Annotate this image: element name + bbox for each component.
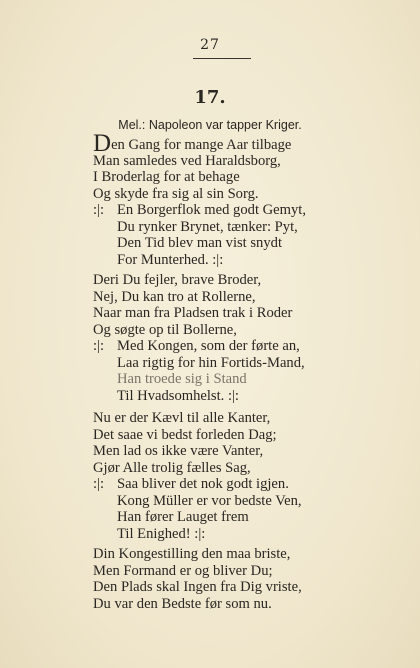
poem-line-text: Nej, Du kan tro at Rollerne, bbox=[93, 288, 256, 305]
poem-line-text: Kong Müller er vor bedste Ven, bbox=[117, 492, 302, 509]
poem-line-text: I Broderlag for at behage bbox=[93, 169, 240, 185]
poem-line-text: Til Enighed! :|: bbox=[117, 525, 206, 542]
poem-line bbox=[93, 289, 305, 306]
poem-line-text: Laa rigtig for hin Fortids-Mand, bbox=[117, 354, 305, 371]
repeat-marker: :|: bbox=[93, 476, 105, 492]
poem-line bbox=[93, 338, 305, 355]
poem-line bbox=[93, 252, 306, 269]
poem-line bbox=[93, 509, 302, 526]
drop-cap: D bbox=[93, 130, 112, 157]
poem-line bbox=[93, 169, 306, 186]
poem-line-text: en Gang for mange Aar tilbage bbox=[111, 137, 292, 153]
poem-line-text: Du rynker Brynet, tænker: Pyt, bbox=[117, 218, 298, 235]
melody-note: Mel.: Napoleon var tapper Kriger. bbox=[118, 118, 302, 132]
poem-line bbox=[93, 322, 305, 339]
poem-line-text: En Borgerflok med godt Gemyt, bbox=[117, 202, 307, 218]
poem-line-text: Det saae vi bedst forleden Dag; bbox=[93, 426, 277, 443]
poem-line-text: Din Kongestilling den maa briste, bbox=[93, 546, 291, 562]
poem-line bbox=[93, 460, 302, 477]
poem-line-text: Deri Du fejler, brave Broder, bbox=[93, 272, 262, 288]
poem-line-text: Nu er der Kævl til alle Kanter, bbox=[93, 410, 271, 426]
stanza bbox=[93, 546, 302, 612]
poem-line-text: Gjør Alle trolig fælles Sag, bbox=[93, 459, 251, 476]
poem-line bbox=[93, 596, 302, 613]
poem-line bbox=[93, 305, 305, 322]
poem-line-text: Den Tid blev man vist snydt bbox=[117, 235, 283, 251]
poem-line bbox=[93, 153, 306, 170]
poem-line bbox=[93, 130, 306, 157]
poem-number: 17. bbox=[194, 87, 226, 108]
poem-line bbox=[93, 563, 302, 580]
poem-line bbox=[93, 443, 302, 460]
poem-line bbox=[93, 355, 305, 372]
poem-line-text: Du var den Bedste før som nu. bbox=[93, 595, 272, 612]
poem-line-text: Man samledes ved Haraldsborg, bbox=[93, 152, 281, 169]
poem-line-text: Men lad os ikke være Vanter, bbox=[93, 443, 264, 459]
poem-line bbox=[93, 186, 306, 203]
poem-line-text: Den Plads skal Ingen fra Dig vriste, bbox=[93, 579, 302, 595]
poem-line bbox=[93, 410, 302, 427]
poem-line bbox=[93, 202, 306, 219]
poem-line bbox=[93, 476, 302, 493]
stanza bbox=[93, 410, 302, 542]
poem-line-text: Han fører Lauget frem bbox=[117, 509, 249, 525]
poem-line bbox=[93, 219, 306, 236]
poem-line bbox=[93, 272, 305, 289]
repeat-marker: :|: bbox=[93, 338, 105, 354]
poem-line-text: Og søgte op til Bollerne, bbox=[93, 321, 237, 338]
stanza bbox=[93, 130, 307, 268]
poem-line-text: Han troede sig i Stand bbox=[117, 371, 247, 387]
poem-line-text: For Munterhed. :|: bbox=[117, 251, 224, 268]
poem-line bbox=[93, 235, 306, 252]
poem-line-text: Til Hvadsomhelst. :|: bbox=[117, 387, 239, 404]
poem-line bbox=[93, 371, 305, 388]
poem-line-text: Og skyde fra sig al sin Sorg. bbox=[93, 185, 259, 202]
poem-line bbox=[93, 388, 305, 405]
poem-line bbox=[93, 579, 302, 596]
poem-line bbox=[93, 526, 302, 543]
poem-line-text: Men Formand er og bliver Du; bbox=[93, 562, 273, 579]
poem-line bbox=[93, 427, 302, 444]
poem-line-text: Saa bliver det nok godt igjen. bbox=[117, 476, 289, 492]
repeat-marker: :|: bbox=[93, 202, 105, 218]
stanza bbox=[93, 272, 305, 404]
poem-line-text: Med Kongen, som der førte an, bbox=[117, 338, 300, 354]
poem-line bbox=[93, 546, 302, 563]
header-rule bbox=[193, 58, 251, 59]
page-number: 27 bbox=[200, 37, 220, 53]
poem-line bbox=[93, 493, 302, 510]
poem-line-text: Naar man fra Pladsen trak i Roder bbox=[93, 305, 293, 321]
